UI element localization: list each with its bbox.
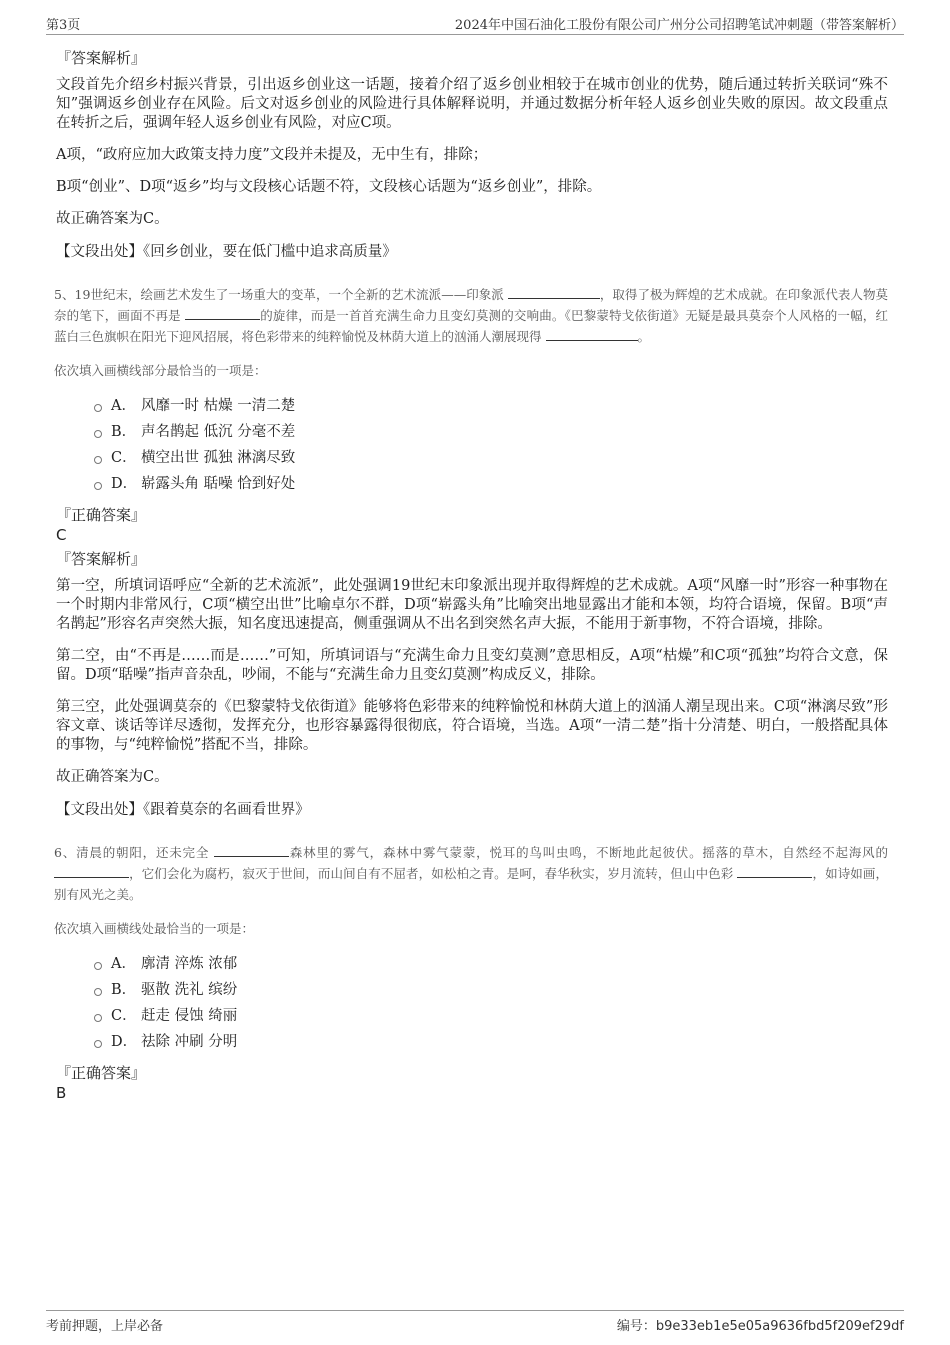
radio-icon[interactable] bbox=[94, 988, 102, 996]
question-prompt: 依次填入画横线处最恰当的一项是： bbox=[54, 921, 255, 936]
fill-blank bbox=[54, 863, 129, 878]
option-d[interactable] bbox=[94, 1029, 888, 1055]
option-a[interactable] bbox=[94, 951, 888, 977]
correct-answer: B bbox=[56, 1084, 67, 1102]
analysis-paragraph: 第三空，此处强调莫奈的《巴黎蒙特戈依街道》能够将色彩带来的纯粹愉悦和林荫大道上的汹涌人潮呈现出来。C项“淋漓尽致”形容文章、谈话等详尽透彻，发挥充分，也形容暴露得很彻底，符合语境，当选。A项“一清二楚”指十分清楚、明白，一般搭配具体的事物，与“纯粹愉悦”搭配不当，排除。 bbox=[56, 699, 888, 753]
option-text: 廓清 淬炼 浓郁 bbox=[141, 956, 238, 972]
option-text: 驱散 洗礼 缤纷 bbox=[141, 982, 238, 998]
page-content bbox=[56, 44, 888, 1107]
question-text-part: 森林里的雾气，森林中雾气蒙蒙，悦耳的鸟叫虫鸣，不断地此起彼伏。摇落的草木，自然经不起海风的 bbox=[288, 845, 888, 860]
option-key: D． bbox=[111, 1034, 138, 1050]
option-b[interactable] bbox=[94, 419, 888, 445]
question-text-part: ，它们会化为腐朽，寂灭于世间，而山间自有不屈者，如松柏之青。是呵，春华秋实，岁月流转，但山中色彩 bbox=[129, 866, 734, 881]
radio-icon[interactable] bbox=[94, 482, 102, 490]
options-list bbox=[94, 951, 888, 1055]
radio-icon[interactable] bbox=[94, 1040, 102, 1048]
footer-slogan: 考前押题，上岸必备 bbox=[46, 1319, 164, 1334]
analysis-label: 『答案解析』 bbox=[56, 49, 147, 67]
option-text: 崭露头角 聒噪 恰到好处 bbox=[141, 476, 296, 492]
option-key: C． bbox=[111, 1008, 137, 1024]
analysis-paragraph: 故正确答案为C。 bbox=[56, 769, 169, 785]
option-text: 赶走 侵蚀 绮丽 bbox=[141, 1008, 238, 1024]
option-text: 横空出世 孤独 淋漓尽致 bbox=[141, 450, 296, 466]
analysis-paragraph: 第二空，由“不再是……而是……”可知，所填词语与“充满生命力且变幻莫测”意思相反，A项“枯燥”和C项“孤独”均符合文意，保留。D项“聒噪”指声音杂乱，吵闹，不能与“充满生命力且变幻莫测”构成反义，排除。 bbox=[56, 648, 888, 683]
option-key: A． bbox=[111, 398, 136, 414]
correct-answer: C bbox=[56, 526, 67, 544]
question-5-text bbox=[54, 284, 888, 347]
question-text-part: 5、19世纪末，绘画艺术发生了一场重大的变革，一个全新的艺术流派——印象派 bbox=[54, 287, 504, 302]
fill-blank bbox=[185, 305, 260, 320]
document-title: 2024年中国石油化工股份有限公司广州分公司招聘笔试冲刺题（带答案解析） bbox=[454, 18, 904, 33]
question-text-part: ，取得了极为辉煌的艺术成就。在印象派代表人物莫奈的笔下，画面不再是 bbox=[54, 287, 888, 323]
source-citation: 【文段出处】《回乡创业，要在低门槛中追求高质量》 bbox=[56, 244, 397, 260]
option-d[interactable] bbox=[94, 471, 888, 497]
option-text: 祛除 冲刷 分明 bbox=[141, 1034, 238, 1050]
analysis-paragraph: A项，“政府应加大政策支持力度”文段并未提及，无中生有，排除； bbox=[56, 147, 488, 163]
page-header bbox=[46, 12, 904, 35]
correct-answer-label: 『正确答案』 bbox=[56, 1064, 147, 1082]
options-list bbox=[94, 393, 888, 497]
radio-icon[interactable] bbox=[94, 430, 102, 438]
analysis-paragraph: 文段首先介绍乡村振兴背景，引出返乡创业这一话题，接着介绍了返乡创业相较于在城市创业的优势，随后通过转折关联词“殊不知”强调返乡创业存在风险。后文对返乡创业的风险进行具体解释说明，并通过数据分析年轻人返乡创业失败的原因。故文段重点在转折之后，强调年轻人返乡创业有风险，对应C项。 bbox=[56, 77, 888, 131]
question-6-text bbox=[54, 842, 888, 905]
correct-answer-label: 『正确答案』 bbox=[56, 506, 147, 524]
option-key: C． bbox=[111, 450, 137, 466]
analysis-label: 『答案解析』 bbox=[56, 550, 147, 568]
document-id: 编号：b9e33eb1e5e05a9636fbd5f209ef29df bbox=[616, 1319, 904, 1334]
source-citation: 【文段出处】《跟着莫奈的名画看世界》 bbox=[56, 802, 310, 818]
question-text-part: 6、清晨的朝阳，还未完全 bbox=[54, 845, 210, 860]
analysis-paragraph: 故正确答案为C。 bbox=[56, 211, 169, 227]
radio-icon[interactable] bbox=[94, 456, 102, 464]
option-text: 声名鹊起 低沉 分毫不差 bbox=[141, 424, 296, 440]
option-text: 风靡一时 枯燥 一清二楚 bbox=[141, 398, 296, 414]
option-c[interactable] bbox=[94, 1003, 888, 1029]
radio-icon[interactable] bbox=[94, 962, 102, 970]
question-prompt: 依次填入画横线部分最恰当的一项是： bbox=[54, 363, 267, 378]
option-key: B． bbox=[111, 424, 137, 440]
question-text-part: ，如诗如画，别有风光之美。 bbox=[54, 866, 888, 902]
fill-blank bbox=[737, 863, 812, 878]
page-footer bbox=[46, 1310, 904, 1333]
fill-blank bbox=[214, 842, 289, 857]
option-key: B． bbox=[111, 982, 137, 998]
question-text-part: 。 bbox=[637, 329, 651, 344]
question-text-part: 的旋律，而是一首首充满生命力且变幻莫测的交响曲。《巴黎蒙特戈依街道》无疑是最具莫奈个人风格的一幅，红蓝白三色旗帜在阳光下迎风招展，将色彩带来的纯粹愉悦及林荫大道上的汹涌人潮展现得 bbox=[54, 308, 888, 344]
fill-blank bbox=[546, 326, 638, 341]
radio-icon[interactable] bbox=[94, 404, 102, 412]
analysis-paragraph: B项“创业”、D项“返乡”均与文段核心话题不符，文段核心话题为“返乡创业”，排除。 bbox=[56, 179, 602, 195]
page-number: 第3页 bbox=[46, 18, 81, 33]
radio-icon[interactable] bbox=[94, 1014, 102, 1022]
option-c[interactable] bbox=[94, 445, 888, 471]
fill-blank bbox=[508, 284, 600, 299]
option-b[interactable] bbox=[94, 977, 888, 1003]
option-key: D． bbox=[111, 476, 138, 492]
analysis-paragraph: 第一空，所填词语呼应“全新的艺术流派”，此处强调19世纪末印象派出现并取得辉煌的艺术成就。A项“风靡一时”形容一种事物在一个时期内非常风行，C项“横空出世”比喻卓尔不群，D项“崭露头角”比喻突出地显露出才能和本领，均符合语境，保留。B项“声名鹊起”形容名声突然大振，知名度迅速提高，侧重强调从不出名到突然名声大振，不能用于新事物，不符合语境，排除。 bbox=[56, 578, 888, 632]
option-key: A． bbox=[111, 956, 136, 972]
option-a[interactable] bbox=[94, 393, 888, 419]
